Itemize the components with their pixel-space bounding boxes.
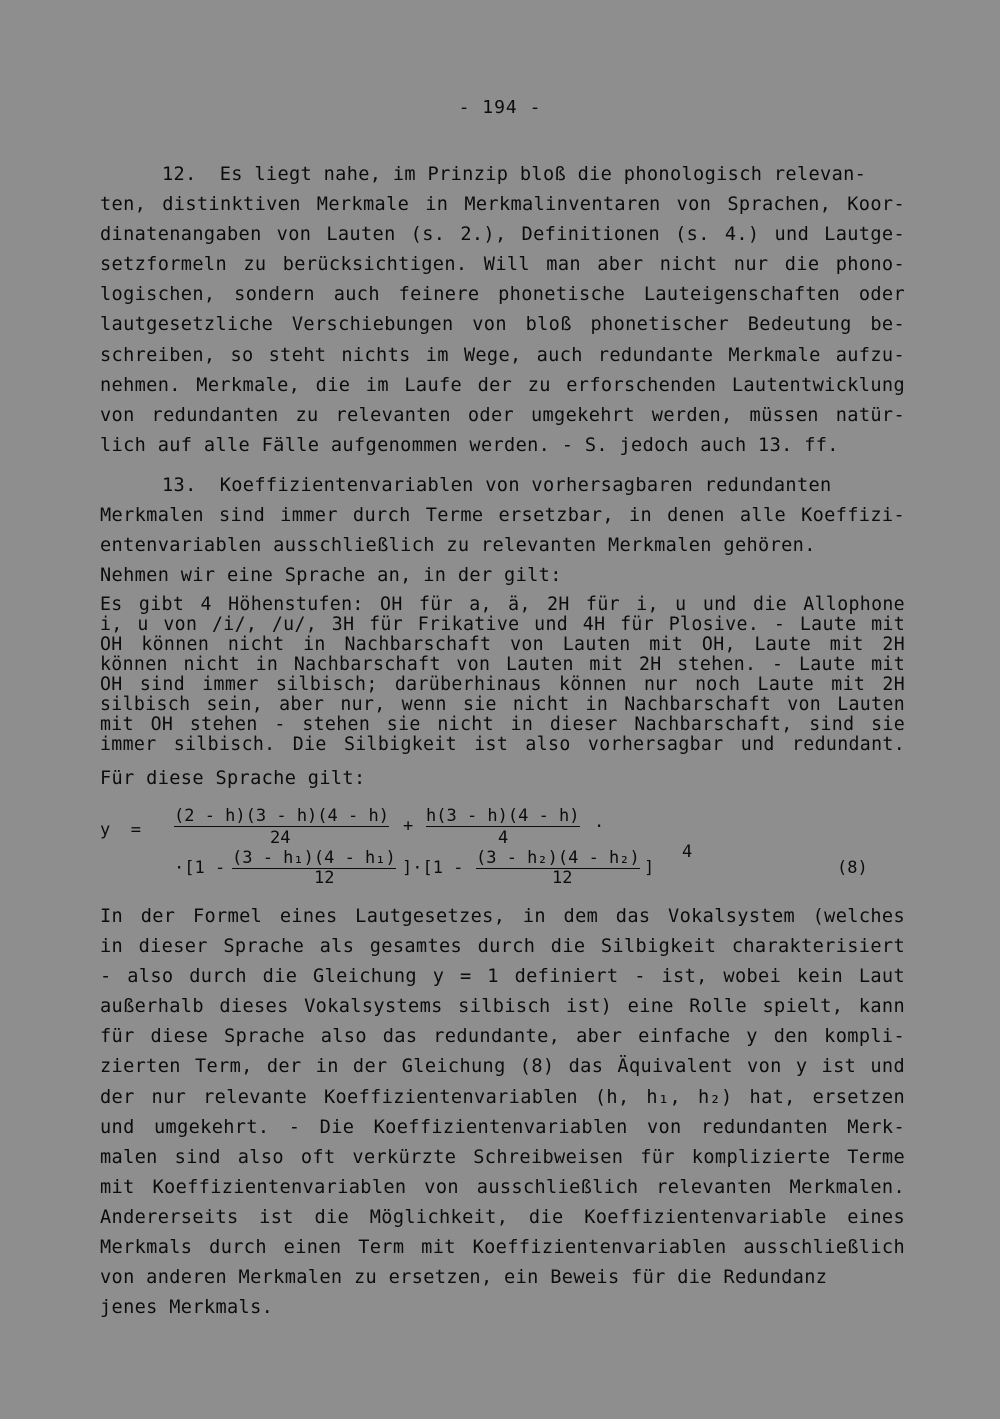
fraction-2-numerator: h(3 - h)(4 - h): [426, 806, 580, 826]
paragraph-13: [100, 471, 905, 591]
equation-label: (8): [837, 858, 868, 878]
text-line: lich auf alle Fälle aufgenommen werden. - S. jedoch auch 13. ff.: [100, 434, 839, 456]
text-line: 13. Koeffizientenvariablen von vorhersagbaren redundanten: [162, 475, 832, 496]
paragraph-continued: [100, 902, 905, 1323]
paragraph-12: [100, 160, 905, 461]
text-line: Andererseits ist die Möglichkeit, die Koeffizientenvariable eines: [100, 1206, 905, 1228]
equation-lhs: y =: [100, 820, 141, 840]
text-line: In der Formel eines Lautgesetzes, in dem das Vokalsystem (welches: [100, 906, 905, 927]
text-line: setzformeln zu berücksichtigen. Will man aber nicht nur die phono-: [100, 254, 905, 276]
text-line: Merkmalen sind immer durch Terme ersetzbar, in denen alle Koeffizi-: [100, 505, 905, 527]
text-line: i, u von /i/, /u/, 3H für Frikative und 4H für Plosive. - Laute mit: [100, 614, 905, 635]
text-line: jenes Merkmals.: [100, 1297, 274, 1319]
example-language-description: [100, 595, 905, 755]
bracket-middle: ]·[1 -: [402, 858, 464, 878]
bracket-1-open: ·[1 -: [174, 858, 226, 878]
text-line: können nicht in Nachbarschaft von Lauten mit 2H stehen. - Laute mit: [100, 654, 905, 675]
text-line: immer silbisch. Die Silbigkeit ist also vorhersagbar und redundant.: [100, 734, 905, 755]
text-line: der nur relevante Koeffizientenvariablen (h, h₁, h₂) hat, ersetzen: [100, 1086, 905, 1108]
text-line: dinatenangaben von Lauten (s. 2.), Definitionen (s. 4.) und Lautge-: [100, 224, 905, 246]
text-line: außerhalb dieses Vokalsystems silbisch ist) eine Rolle spielt, kann: [100, 996, 905, 1018]
text-line: zierten Term, der in der Gleichung (8) das Äquivalent von y ist und: [100, 1056, 905, 1078]
page-number: - 194 -: [458, 97, 542, 118]
fraction-4-denominator: 12: [552, 868, 573, 888]
multiply-dot: .: [594, 812, 605, 832]
text-line: OH können nicht in Nachbarschaft von Lauten mit OH, Laute mit 2H: [100, 634, 905, 655]
text-line: für diese Sprache also das redundante, aber einfache y den kompli-: [100, 1026, 905, 1048]
text-line: nehmen. Merkmale, die im Laufe der zu erforschenden Lautentwicklung: [100, 374, 905, 396]
formula-intro: [100, 764, 905, 794]
fraction-3-numerator: (3 - h₁)(4 - h₁): [232, 848, 396, 868]
text-line: - also durch die Gleichung y = 1 definiert - ist, wobei kein Laut: [100, 966, 905, 988]
fraction-2-denominator: 4: [498, 828, 509, 848]
fraction-1-numerator: (2 - h)(3 - h)(4 - h): [174, 806, 389, 826]
exponent: 4: [682, 842, 693, 862]
text-line: lautgesetzliche Verschiebungen von bloß phonetischer Bedeutung be-: [100, 314, 905, 336]
fraction-1-denominator: 24: [270, 828, 291, 848]
text-line: schreiben, so steht nichts im Wege, auch redundante Merkmale aufzu-: [100, 344, 905, 366]
plus-sign: +: [403, 816, 414, 836]
text-line: Merkmals durch einen Term mit Koeffizientenvariablen ausschließlich: [100, 1237, 905, 1259]
text-line: von anderen Merkmalen zu ersetzen, ein Beweis für die Redundanz: [100, 1267, 828, 1289]
text-line: mit Koeffizientenvariablen von ausschließlich relevanten Merkmalen.: [100, 1176, 905, 1198]
equation-8: [100, 800, 910, 900]
text-line: silbisch sein, aber nur, wenn sie nicht in Nachbarschaft von Lauten: [100, 694, 905, 715]
bracket-close: ]: [644, 858, 655, 878]
text-line: und umgekehrt. - Die Koeffizientenvariablen von redundanten Merk-: [100, 1116, 905, 1138]
text-line: Es gibt 4 Höhenstufen: OH für a, ä, 2H für i, u und die Allophone: [100, 594, 905, 615]
fraction-4-numerator: (3 - h₂)(4 - h₂): [476, 848, 640, 868]
text-line: von redundanten zu relevanten oder umgekehrt werden, müssen natür-: [100, 404, 905, 426]
text-line: mit OH stehen - stehen sie nicht in dieser Nachbarschaft, sind sie: [100, 714, 905, 735]
text-line: Für diese Sprache gilt:: [100, 768, 366, 789]
text-line: Nehmen wir eine Sprache an, in der gilt:: [100, 565, 562, 587]
text-line: OH sind immer silbisch; darüberhinaus können nur noch Laute mit 2H: [100, 674, 905, 695]
text-line: malen sind also oft verkürzte Schreibweisen für komplizierte Terme: [100, 1146, 905, 1168]
text-line: logischen, sondern auch feinere phonetische Lauteigenschaften oder: [100, 284, 905, 306]
text-line: in dieser Sprache als gesamtes durch die Silbigkeit charakterisiert: [100, 936, 905, 958]
text-line: ten, distinktiven Merkmale in Merkmalinventaren von Sprachen, Koor-: [100, 194, 905, 216]
text-line: 12. Es liegt nahe, im Prinzip bloß die phonologisch relevan-: [162, 164, 867, 185]
text-line: entenvariablen ausschließlich zu relevanten Merkmalen gehören.: [100, 535, 816, 557]
fraction-3-denominator: 12: [314, 868, 335, 888]
